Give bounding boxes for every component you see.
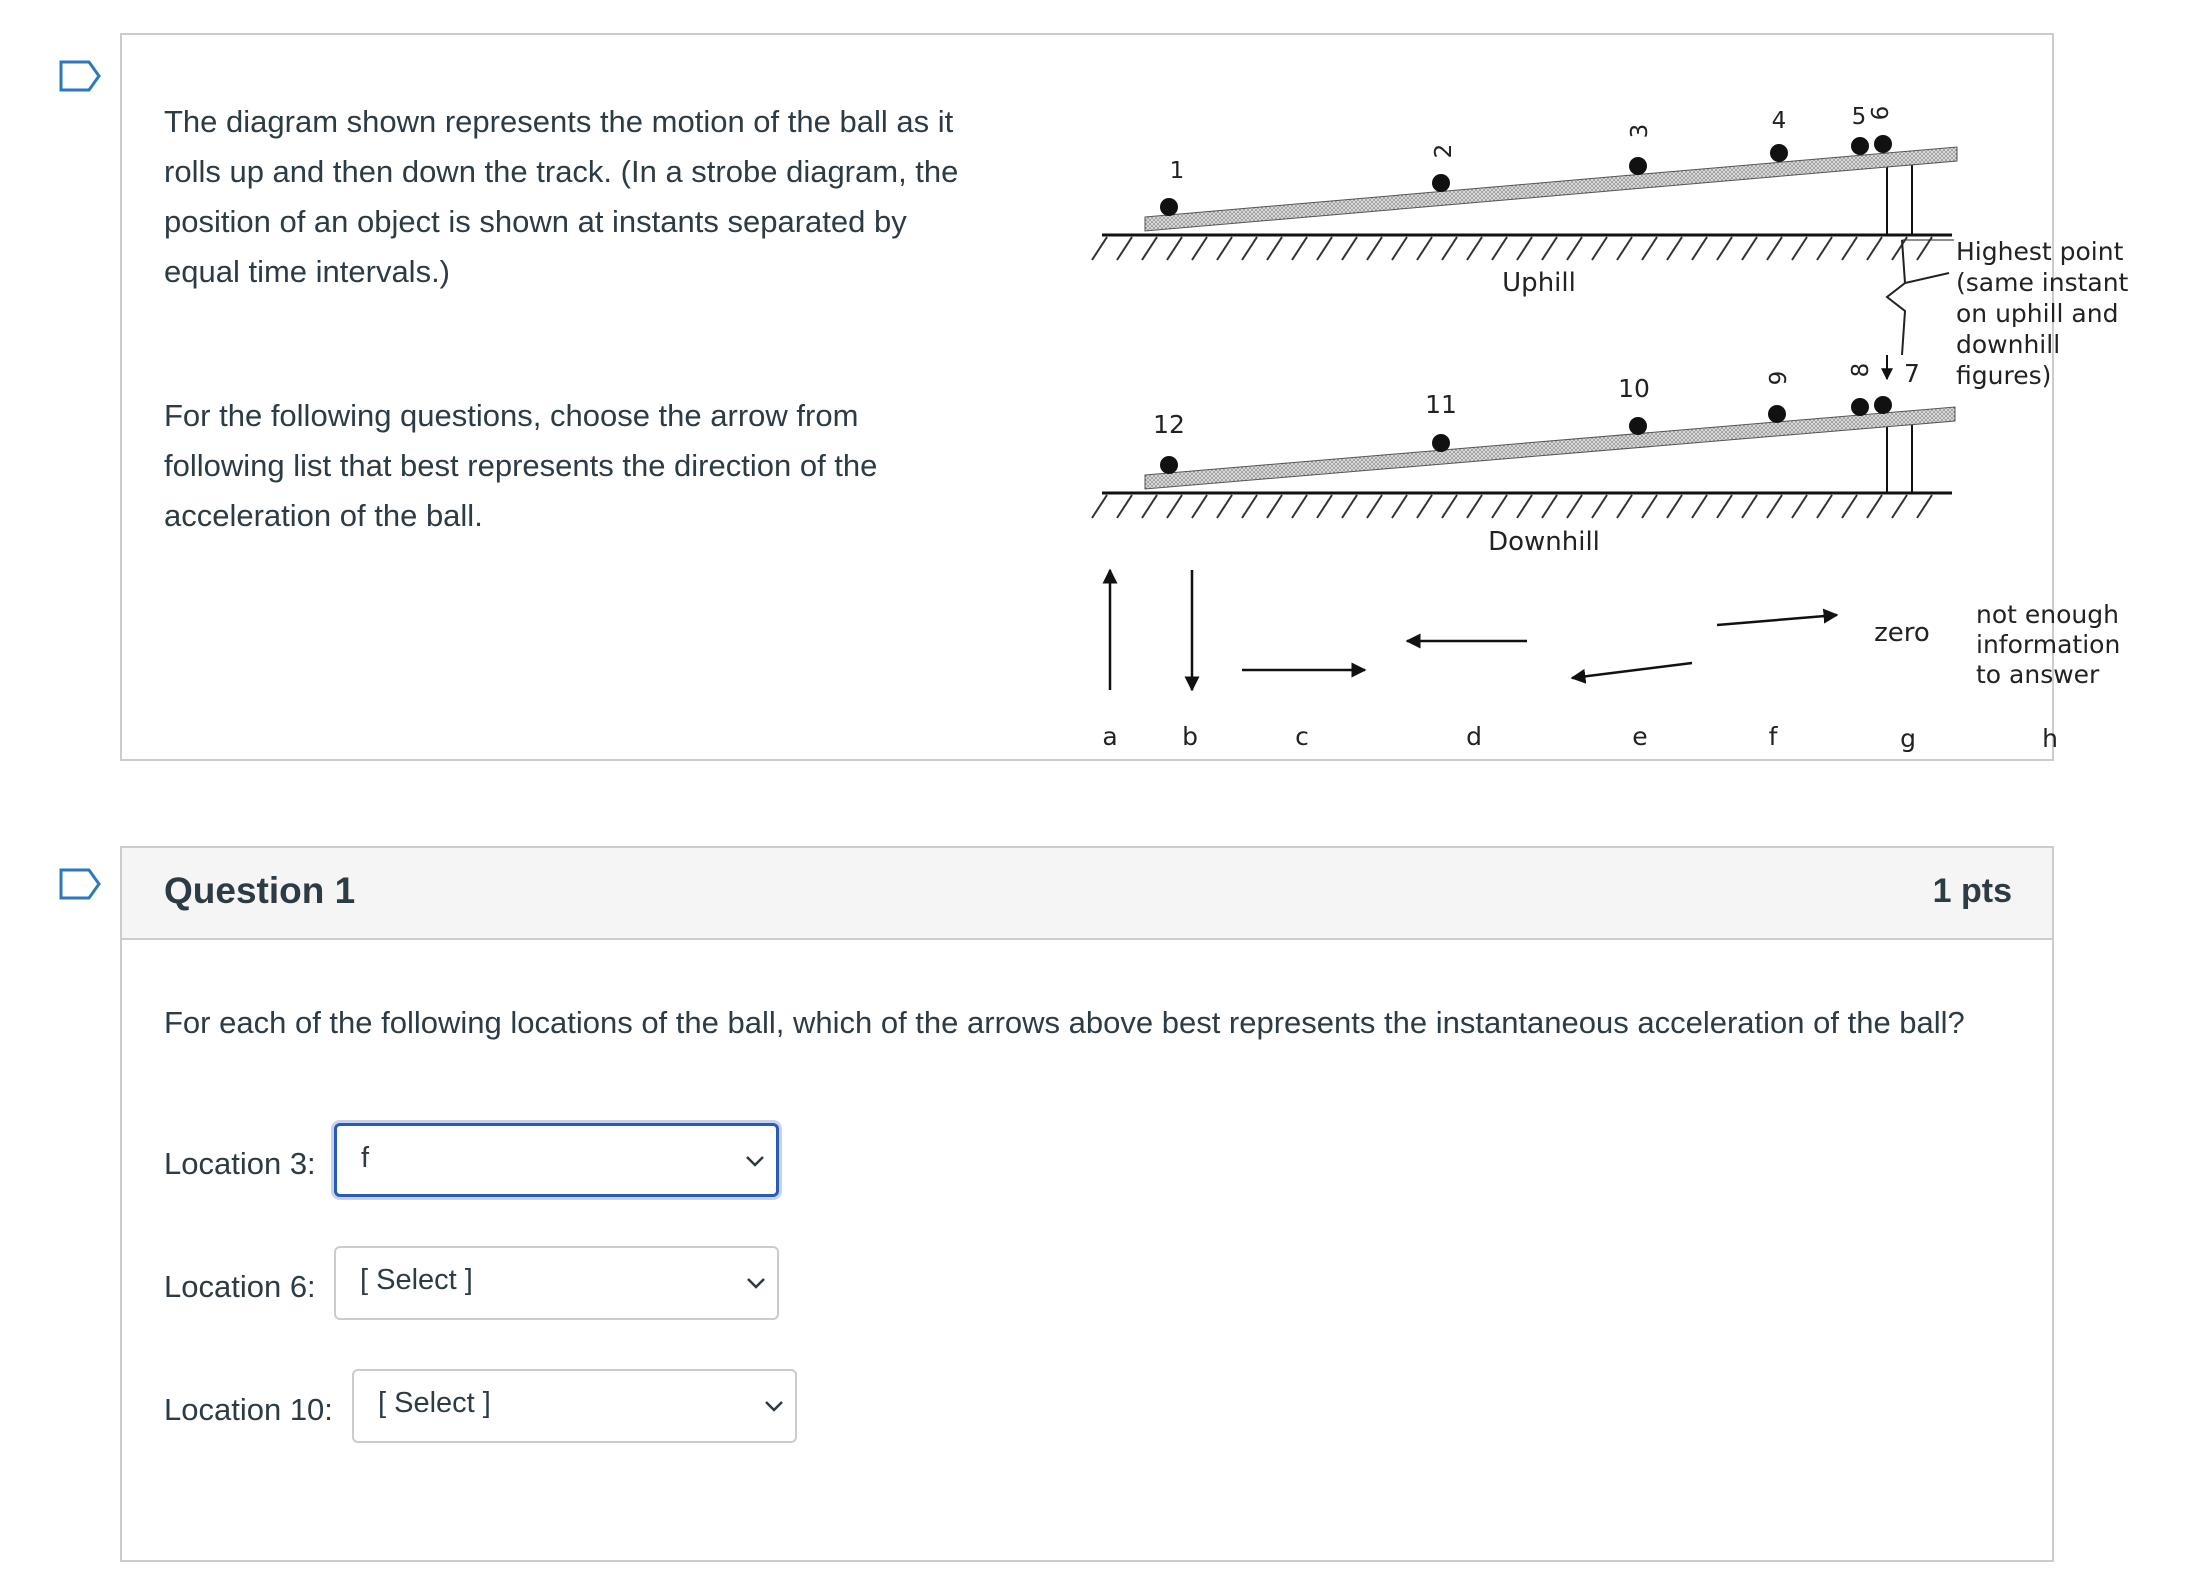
downhill-position-label: 11 bbox=[1425, 390, 1457, 419]
chevron-down-icon bbox=[744, 1150, 766, 1172]
highest-point-label: figures) bbox=[1956, 361, 2052, 390]
select-value: f bbox=[361, 1142, 370, 1174]
downhill-position-label: 9 bbox=[1766, 370, 1792, 386]
arrow-choices bbox=[1102, 570, 2128, 753]
arrow-letter: a bbox=[1102, 722, 1118, 751]
downhill-label: Downhill bbox=[1488, 527, 1600, 557]
question-header bbox=[122, 848, 2052, 940]
svg-text:not enough information bbox=[1976, 600, 2128, 689]
arrow-letter: b bbox=[1182, 722, 1198, 751]
chevron-down-icon bbox=[763, 1395, 785, 1417]
arrow-letter: e bbox=[1632, 722, 1648, 751]
arrow-letter: f bbox=[1768, 722, 1778, 751]
strobe-diagram bbox=[957, 35, 2129, 763]
uphill-label: Uphill bbox=[1502, 268, 1576, 298]
location-label: Location 6: bbox=[164, 1269, 316, 1304]
location-10-select[interactable] bbox=[352, 1369, 797, 1443]
uphill-position-label: 1 bbox=[1169, 158, 1185, 184]
not-enough-label: to answer bbox=[1976, 660, 2100, 689]
location-3-select[interactable] bbox=[334, 1123, 779, 1197]
arrow-e-left-down bbox=[1572, 663, 1692, 678]
intro-panel bbox=[120, 33, 2129, 761]
uphill-position-label: 4 bbox=[1771, 108, 1787, 134]
uphill-position-label: 6 bbox=[1868, 105, 1894, 121]
chevron-down-icon bbox=[745, 1272, 767, 1294]
location-label: Location 10: bbox=[164, 1392, 333, 1427]
highest-point-connector bbox=[1887, 237, 2136, 390]
select-value: [ Select ] bbox=[360, 1264, 473, 1296]
arrow-f-right-up bbox=[1717, 615, 1837, 625]
location-6-select[interactable] bbox=[334, 1246, 779, 1320]
question-panel bbox=[120, 846, 2054, 1562]
not-enough-label: information bbox=[1976, 630, 2121, 659]
question-text: For each of the following locations of the ball, which of the arrows above best represents the instantaneous acceleration of the ball? bbox=[164, 1005, 1965, 1040]
intro-instructions: For the following questions, choose the arrow from following list that best represents the direction of the acceleration of the ball. bbox=[164, 398, 878, 533]
downhill-position-label: 12 bbox=[1153, 410, 1185, 439]
arrow-letter: d bbox=[1466, 722, 1482, 751]
downhill-position-label: 10 bbox=[1618, 374, 1650, 403]
intro-paragraph: The diagram shown represents the motion of the ball as it rolls up and then down the track. (In a strobe diagram, the position of an object is shown at instants separated by equal time intervals.) bbox=[164, 104, 959, 289]
uphill-position-label: 2 bbox=[1431, 143, 1457, 159]
zero-label: zero bbox=[1874, 618, 1930, 648]
uphill-figure bbox=[1092, 104, 1957, 298]
downhill-figure bbox=[1092, 355, 1955, 557]
arrow-letter: g bbox=[1900, 724, 1916, 753]
highest-point-label: on uphill and bbox=[1956, 299, 2119, 328]
arrow-letter: h bbox=[2042, 724, 2058, 753]
svg-text:Highest point (same in bbox=[1956, 237, 2136, 390]
uphill-position-label: 5 bbox=[1851, 104, 1867, 130]
highest-point-label: Highest point bbox=[1956, 237, 2124, 266]
location-label: Location 3: bbox=[164, 1146, 316, 1181]
flag-question-icon[interactable] bbox=[59, 868, 101, 900]
not-enough-label: not enough bbox=[1976, 600, 2119, 629]
highest-point-label: (same instant bbox=[1956, 268, 2129, 297]
flag-question-icon[interactable] bbox=[59, 60, 101, 92]
downhill-position-label: 7 bbox=[1904, 359, 1920, 388]
highest-point-label: downhill bbox=[1956, 330, 2061, 359]
question-points: 1 pts bbox=[1932, 872, 2012, 910]
question-title: Question 1 bbox=[164, 870, 356, 911]
downhill-position-label: 8 bbox=[1848, 362, 1874, 378]
uphill-position-label: 3 bbox=[1627, 123, 1653, 139]
arrow-letter: c bbox=[1295, 722, 1309, 751]
select-value: [ Select ] bbox=[378, 1387, 491, 1419]
